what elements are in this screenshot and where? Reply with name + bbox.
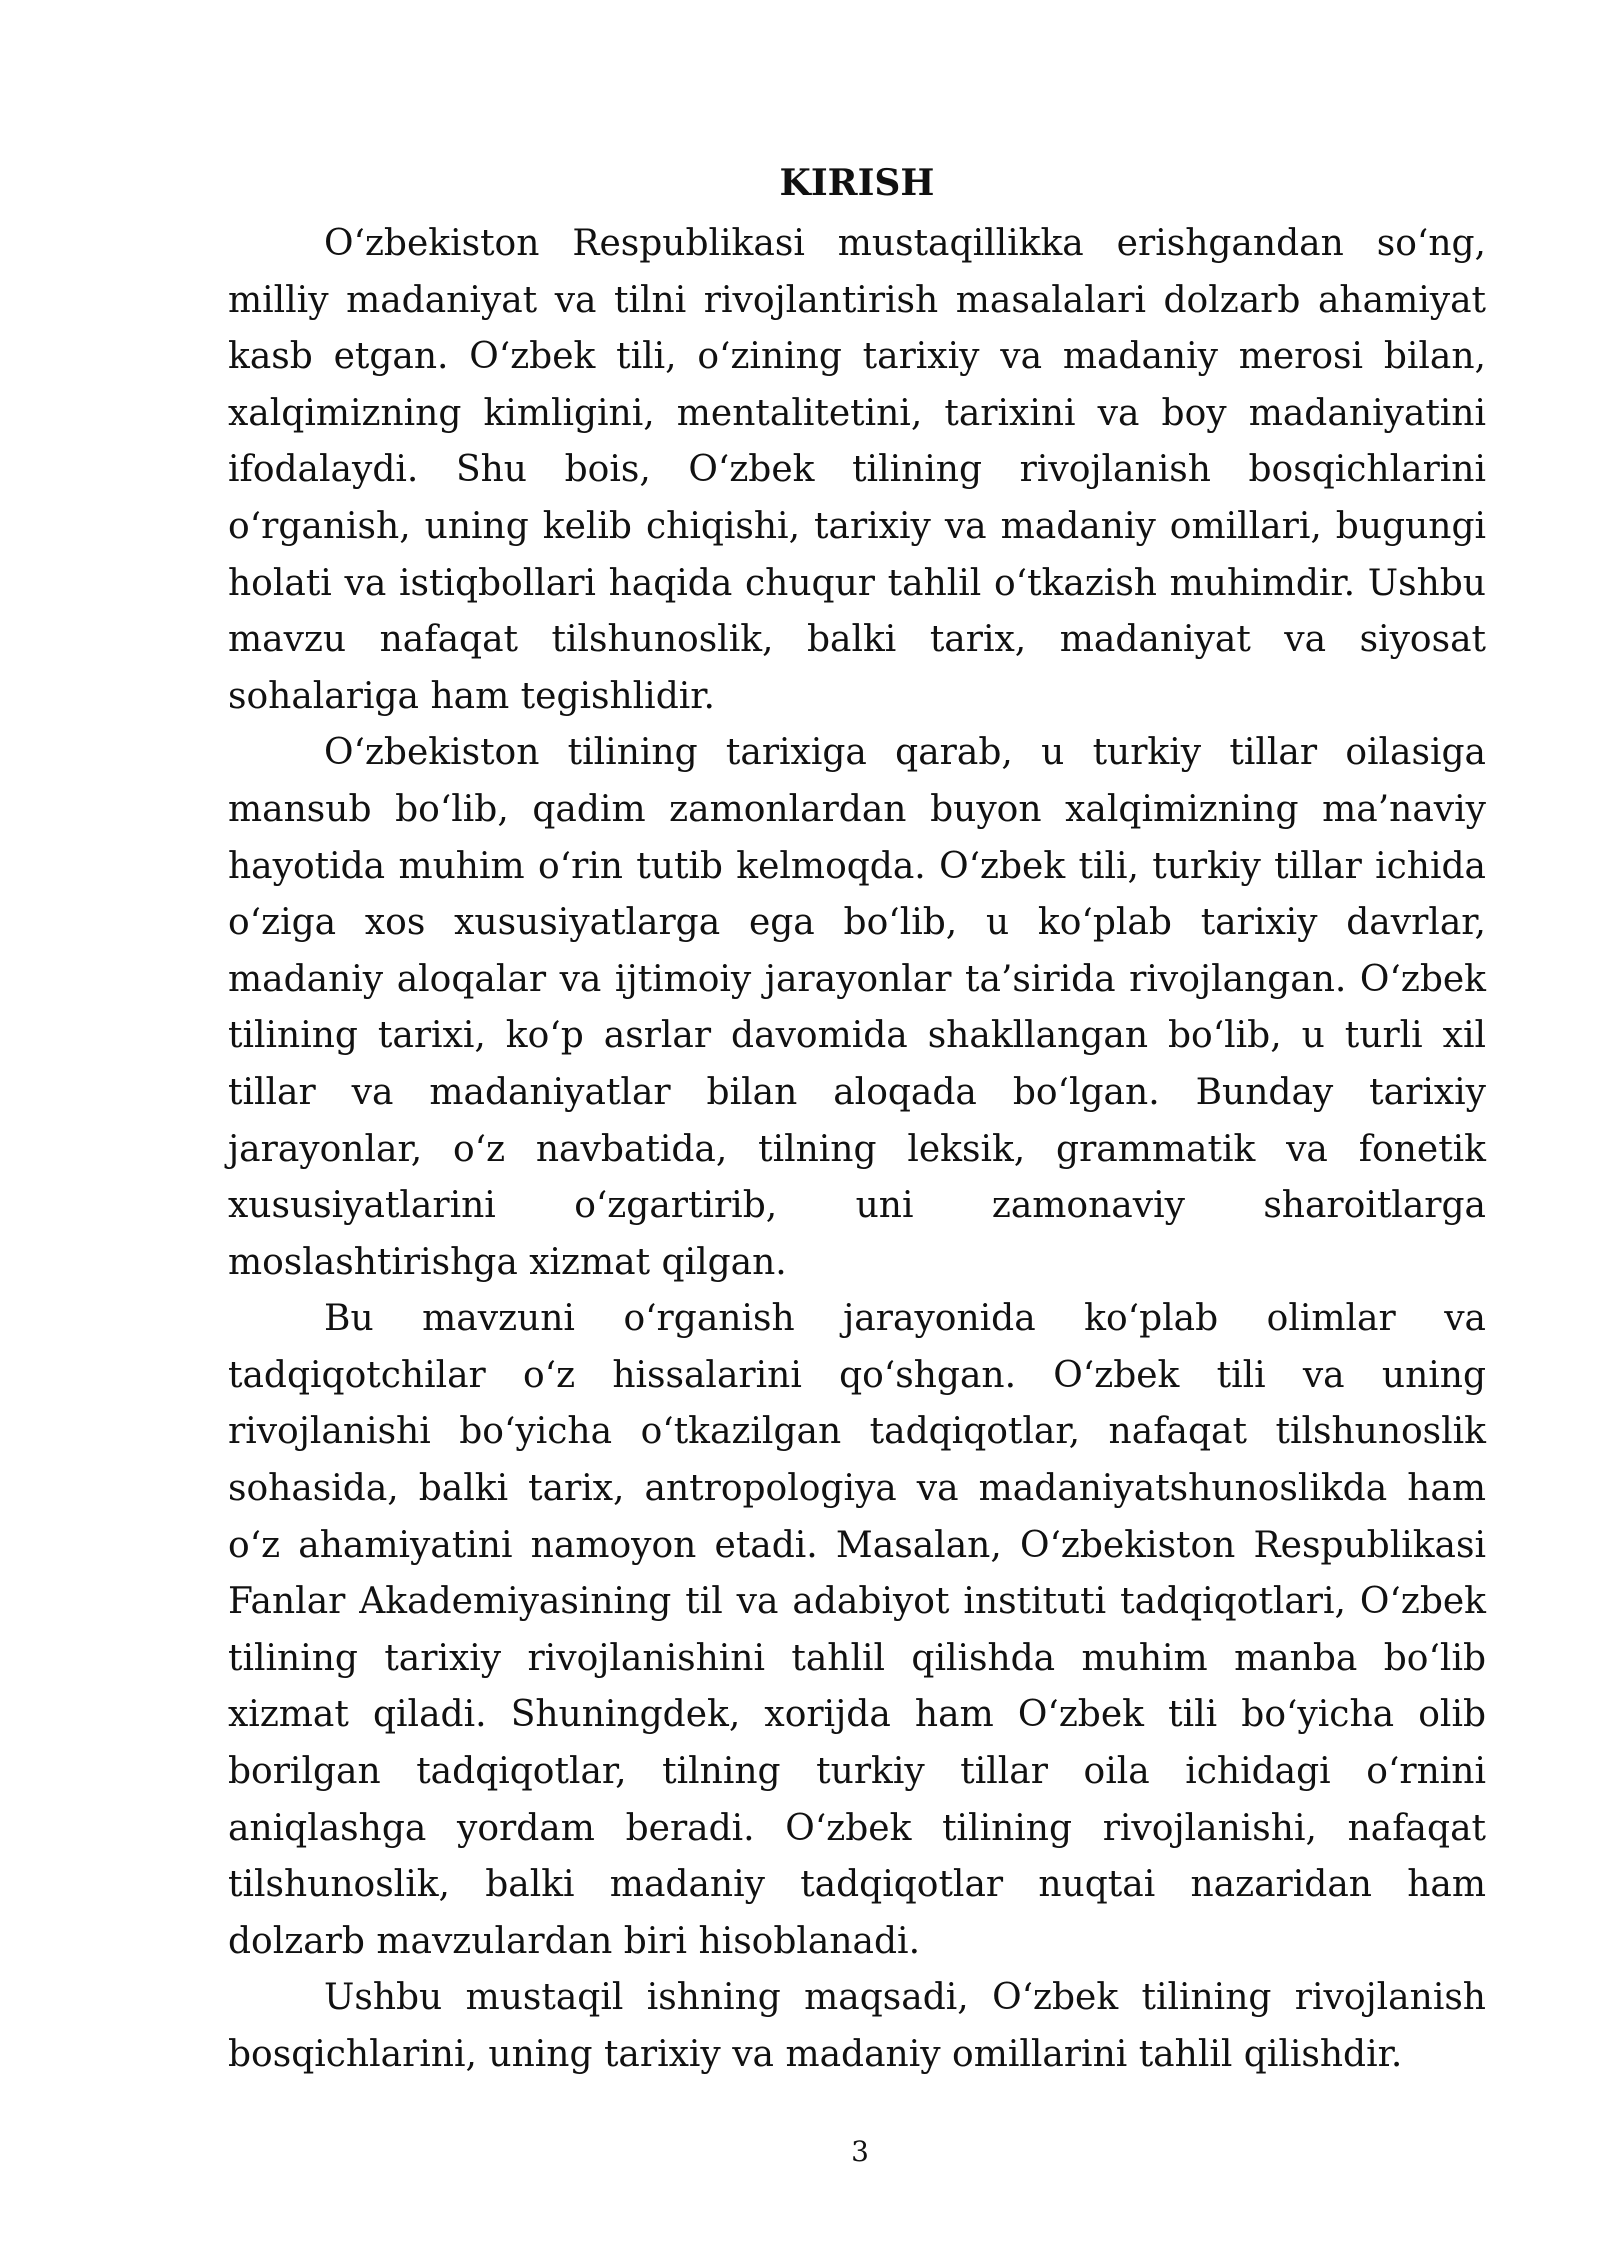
page-content bbox=[228, 160, 1486, 2084]
page-number: 3 bbox=[851, 2135, 869, 2168]
paragraph-2: O‘zbekiston tilining tarixiga qarab, u turkiy tillar oilasiga mansub bo‘lib, qadim zamonlardan buyon xalqimizning ma’naviy hayotida muhim o‘rin tutib kelmoqda. O‘zbek tili, turkiy tillar ichida o‘ziga xos xususiyatlarga ega bo‘lib, u ko‘plab tarixiy davrlar, madaniy aloqalar va ijtimoiy jarayonlar ta’sirida rivojlangan. O‘zbek tilining tarixi, ko‘p asrlar davomida shakllangan bo‘lib, u turli xil tillar va madaniyatlar bilan aloqada bo‘lgan. Bunday tarixiy jarayonlar, o‘z navbatida, tilning leksik, grammatik va fonetik xususiyatlarini o‘zgartirib, uni zamonaviy sharoitlarga moslashtirishga xizmat qilgan. bbox=[228, 732, 1486, 1283]
paragraph-3: Bu mavzuni o‘rganish jarayonida ko‘plab olimlar va tadqiqotchilar o‘z hissalarini qo‘shgan. O‘zbek tili va uning rivojlanishi bo‘yicha o‘tkazilgan tadqiqotlar, nafaqat tilshunoslik sohasida, balki tarix, antropologiya va madaniyatshunoslikda ham o‘z ahamiyatini namoyon etadi. Masalan, O‘zbekiston Respublikasi Fanlar Akademiyasining til va adabiyot instituti tadqiqotlari, O‘zbek tilining tarixiy rivojlanishini tahlil qilishda muhim manba bo‘lib xizmat qiladi. Shuningdek, xorijda ham O‘zbek tili bo‘yicha olib borilgan tadqiqotlar, tilning turkiy tillar oila ichidagi o‘rnini aniqlashga yordam beradi. O‘zbek tilining rivojlanishi, nafaqat tilshunoslik, balki madaniy tadqiqotlar nuqtai nazaridan ham dolzarb mavzulardan biri hisoblanadi. bbox=[228, 1298, 1486, 1962]
paragraph-4: Ushbu mustaqil ishning maqsadi, O‘zbek tilining rivojlanish bosqichlarini, uning tarixiy va madaniy omillarini tahlil qilishdir. bbox=[228, 1977, 1486, 2075]
paragraph-1: O‘zbekiston Respublikasi mustaqillikka erishgandan so‘ng, milliy madaniyat va tilni rivojlantirish masalalari dolzarb ahamiyat kasb etgan. O‘zbek tili, o‘zining tarixiy va madaniy merosi bilan, xalqimizning kimligini, mentalitetini, tarixini va boy madaniyatini ifodalaydi. Shu bois, O‘zbek tilining rivojlanish bosqichlarini o‘rganish, uning kelib chiqishi, tarixiy va madaniy omillari, bugungi holati va istiqbollari haqida chuqur tahlil o‘tkazish muhimdir. Ushbu mavzu nafaqat tilshunoslik, balki tarix, madaniyat va siyosat sohalariga ham tegishlidir. bbox=[228, 223, 1486, 717]
section-title: KIRISH bbox=[779, 162, 935, 204]
